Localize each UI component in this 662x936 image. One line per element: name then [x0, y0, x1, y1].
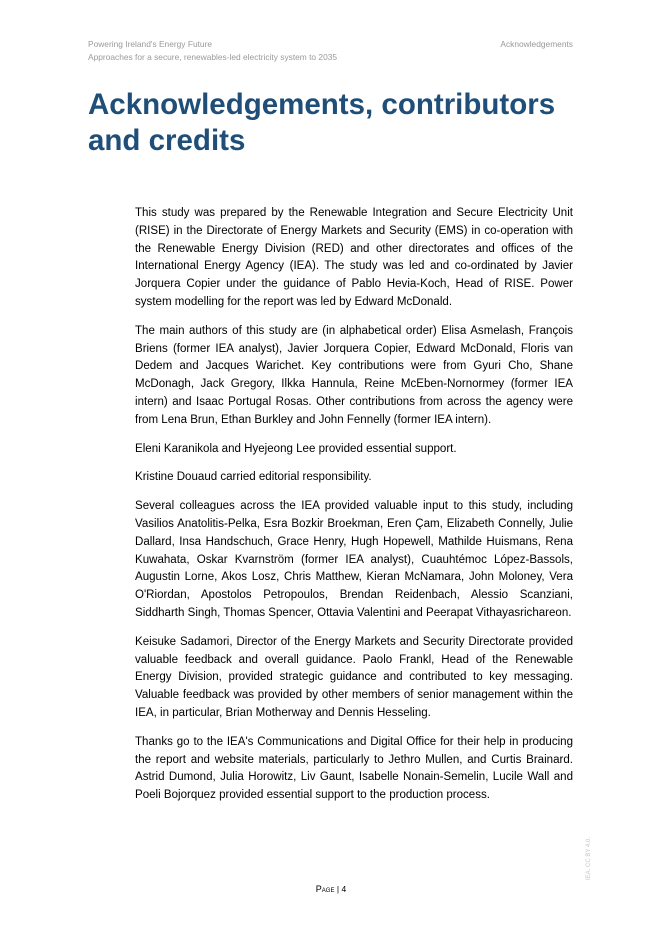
report-title: Powering Ireland's Energy Future	[88, 39, 213, 49]
page-footer	[0, 884, 662, 894]
paragraph: Several colleagues across the IEA provided valuable input to this study, including Vasilios Anatolitis-Pelka, Esra Bozkir Broekman, Eren Çam, Elizabeth Connelly, Julie Dallard, Insa Handschuch, Grace Henry, Hugh Hopewell, Mathilde Huismans, Rena Kuwahata, Oskar Kvarnström (former IEA analyst), Cuauhtémoc López-Bassols, Augustin Lorne, Akos Losz, Chris Matthew, Kieran McNamara, John Moloney, Vera O'Riordan, Apostolos Petropoulos, Brendan Reidenbach, Alessio Scanziani, Siddharth Singh, Thomas Spencer, Ottavia Valentini and Peerapat Vithayasrichareon.	[135, 500, 573, 619]
licence-note: IEA. CC BY 4.0.	[586, 837, 592, 880]
page-separator: |	[336, 884, 340, 894]
paragraph: This study was prepared by the Renewable Integration and Secure Electricity Unit (RISE) in the Directorate of Energy Markets and Security (EMS) in co-operation with the Renewable Energy Division (RED) and other directorates and offices of the International Energy Agency (IEA). The study was led and co-ordinated by Javier Jorquera Copier under the guidance of Pablo Hevia-Koch, Head of RISE. Power system modelling for the report was led by Edward McDonald.	[135, 207, 573, 308]
page-number: 4	[341, 884, 347, 894]
paragraph: The main authors of this study are (in alphabetical order) Elisa Asmelash, François Briens (former IEA analyst), Javier Jorquera Copier, Edward McDonald, Floris van Dedem and Jacques Warichet. Key contributions were from Gyuri Cho, Shane McDonagh, Jack Gregory, Ilkka Hannula, Reine McEben-Nornormey (former IEA intern) and Isaac Portugal Rosas. Other contributions from across the agency were from Lena Brun, Ethan Burkley and John Fennelly (former IEA intern).	[135, 324, 573, 426]
paragraph: Thanks go to the IEA's Communications and Digital Office for their help in producing the report and website materials, particularly to Jethro Mullen, and Curtis Brainard. Astrid Dumond, Julia Horowitz, Liv Gaunt, Isabelle Nonain-Semelin, Lucile Wall and Poeli Bojorquez provided essential support to the production process.	[135, 735, 573, 802]
running-header	[88, 38, 337, 64]
paragraph: Kristine Douaud carried editorial responsibility.	[135, 471, 372, 484]
paragraph: Keisuke Sadamori, Director of the Energy Markets and Security Directorate provided valuable feedback and overall guidance. Paolo Frankl, Head of the Renewable Energy Division, provided strategic guidance and contributed to key messaging. Valuable feedback was provided by other members of senior management within the IEA, in particular, Brian Motherway and Dennis Hesseling.	[135, 635, 573, 719]
paragraph: Eleni Karanikola and Hyejeong Lee provided essential support.	[135, 442, 457, 455]
report-subtitle: Approaches for a secure, renewables-led electricity system to 2035	[88, 52, 338, 62]
body-text	[135, 205, 573, 816]
section-header: Acknowledgements	[500, 39, 573, 49]
page-label: Page	[315, 884, 335, 894]
page-title: Acknowledgements, contributors and credits	[88, 88, 556, 157]
